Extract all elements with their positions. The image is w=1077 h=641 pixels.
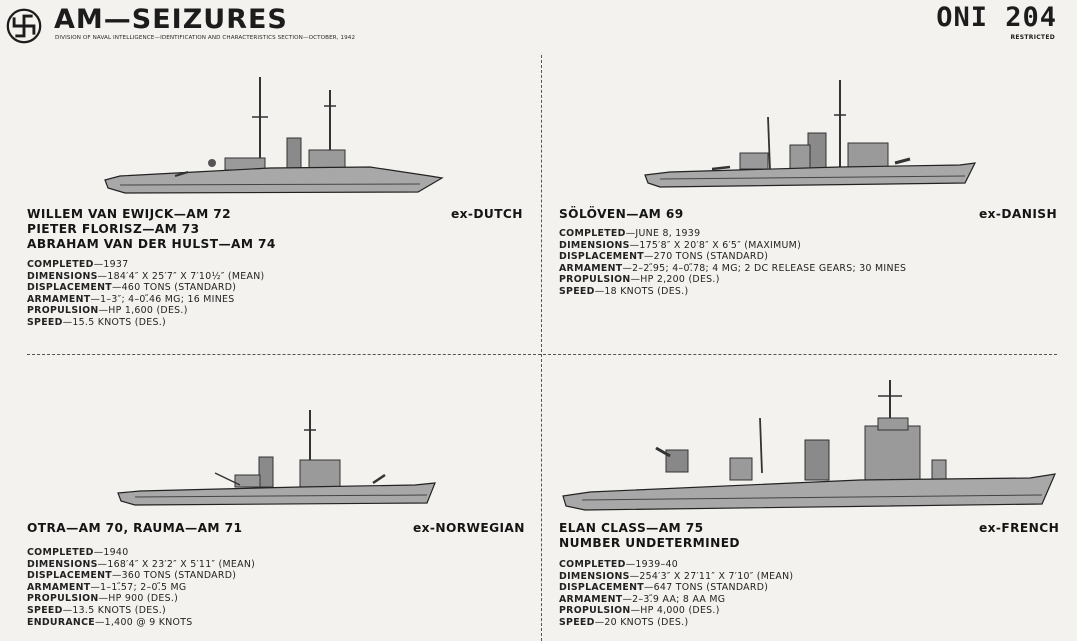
spec-row: COMPLETED—JUNE 8, 1939 (559, 228, 701, 239)
page-subtitle: DIVISION OF NAVAL INTELLIGENCE—IDENTIFICATION AND CHARACTERISTICS SECTION—OCTOBER, 1942 (55, 35, 356, 41)
spec-row: SPEED—13.5 KNOTS (DES.) (27, 604, 166, 616)
spec-row: COMPLETED—1937 (27, 259, 129, 270)
spec-row: ENDURANCE—1,400 @ 9 KNOTS (27, 616, 193, 628)
spec-row: ARMAMENT—2–2.̋95; 4–0.̋78; 4 MG; 2 DC RELEASE GEARS; 30 MINES (559, 262, 907, 274)
ship-name: PIETER FLORISZ—AM 73 (27, 222, 200, 236)
ship-silhouette-dutch (100, 72, 445, 197)
spec-row: SPEED—20 KNOTS (DES.) (559, 616, 689, 628)
spec-row: ARMAMENT—1–1.̋57; 2–0.̋5 MG (27, 581, 187, 593)
spec-row: DISPLACEMENT—460 TONS (STANDARD) (27, 282, 237, 294)
ship-silhouette-norwegian (115, 405, 440, 513)
spec-row: SPEED—18 KNOTS (DES.) (559, 285, 689, 297)
origin-label: ex-DANISH (979, 207, 1058, 221)
spec-row: DIMENSIONS—175′8″ X 20′8″ X 6′5″ (MAXIMUM) (559, 239, 802, 251)
spec-list (559, 228, 906, 298)
spec-row: DIMENSIONS—184′4″ X 25′7″ X 7′10½″ (MEAN) (27, 270, 265, 282)
spec-row: SPEED—15.5 KNOTS (DES.) (27, 316, 166, 328)
ship-name: OTRA—AM 70, RAUMA—AM 71 (27, 521, 243, 535)
ship-name: WILLEM VAN EWIJCK—AM 72 (27, 207, 232, 221)
spec-row: ARMAMENT—1–3″; 4–0.̋46 MG; 16 MINES (27, 293, 235, 305)
spec-row: PROPULSION—HP 4,000 (DES.) (559, 605, 720, 617)
origin-label: ex-FRENCH (979, 521, 1060, 535)
spec-row: ARMAMENT—2–3.̋9 AA; 8 AA MG (559, 593, 726, 605)
spec-list (27, 259, 264, 329)
spec-row: PROPULSION—HP 1,600 (DES.) (27, 305, 188, 317)
ship-name: ELAN CLASS—AM 75 (559, 521, 704, 535)
spec-row: DIMENSIONS—254′3″ X 27′11″ X 7′10″ (MEAN) (559, 570, 794, 582)
classification-label: RESTRICTED (1010, 34, 1055, 41)
spec-list (27, 547, 255, 628)
ship-name: ABRAHAM VAN DER HULST—AM 74 (27, 237, 276, 251)
ship-name: SÖLÖVEN—AM 69 (559, 207, 684, 221)
origin-label: ex-NORWEGIAN (413, 521, 525, 535)
spec-row: DISPLACEMENT—270 TONS (STANDARD) (559, 251, 769, 263)
vertical-divider (541, 55, 542, 641)
ship-silhouette-french (560, 378, 1060, 513)
ship-name: NUMBER UNDETERMINED (559, 536, 740, 550)
spec-row: PROPULSION—HP 900 (DES.) (27, 593, 179, 605)
swastika-emblem-icon (6, 8, 42, 44)
page-title: AM—SEIZURES (54, 4, 288, 35)
spec-row: COMPLETED—1939–40 (559, 559, 678, 570)
spec-list (559, 559, 793, 629)
spec-row: DIMENSIONS—168′4″ X 23′2″ X 5′11″ (MEAN) (27, 558, 256, 570)
spec-row: COMPLETED—1940 (27, 547, 129, 558)
spec-row: DISPLACEMENT—360 TONS (STANDARD) (27, 570, 237, 582)
horizontal-divider (27, 354, 1057, 355)
spec-row: PROPULSION—HP 2,200 (DES.) (559, 274, 720, 286)
origin-label: ex-DUTCH (451, 207, 523, 221)
document-number: ONI 204 (936, 2, 1057, 33)
ship-silhouette-danish (640, 75, 980, 195)
spec-row: DISPLACEMENT—647 TONS (STANDARD) (559, 582, 769, 594)
